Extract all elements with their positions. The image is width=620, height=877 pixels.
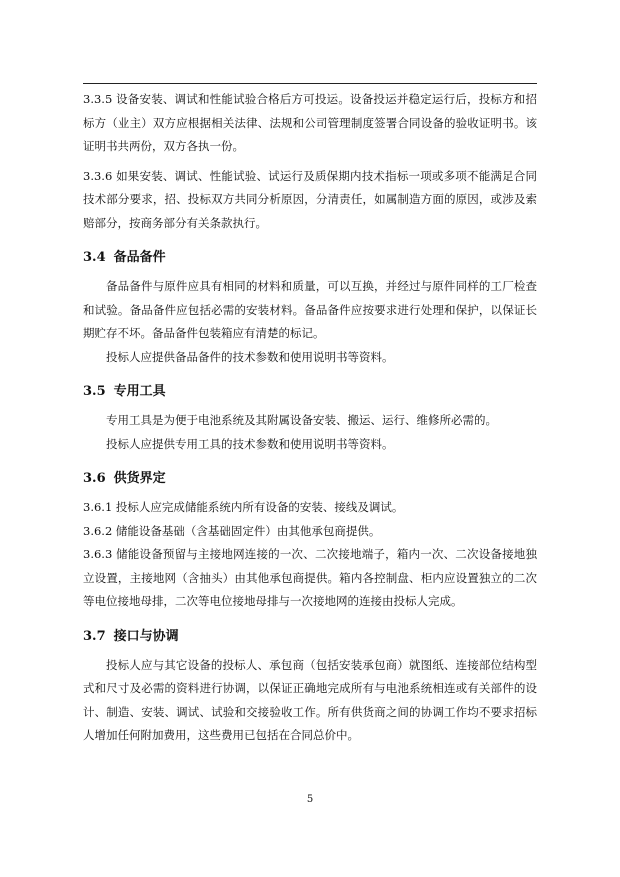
section-number: 3.7 <box>83 628 106 644</box>
section-heading-3-7 <box>83 626 537 648</box>
section-title: 接口与协调 <box>113 628 179 644</box>
section-number: 3.5 <box>83 384 106 399</box>
section-number: 3.6 <box>83 471 106 486</box>
paragraph-3-6-1: 3.6.1 投标人应完成储能系统内所有设备的安装、接线及调试。 <box>83 500 404 514</box>
section-number: 3.4 <box>83 250 106 265</box>
paragraph-3-3-5: 3.3.5 设备安装、调试和性能试验合格后方可投运。设备投运并稳定运行后，投标方和招标方（业主）双方应根据相关法律、法规和公司管理制度签署合同设备的验收证明书。该证明书共两份，双方各执一份。 <box>83 92 537 153</box>
section-title: 备品备件 <box>113 250 166 265</box>
paragraph: 专用工具是为便于电池系统及其附属设备安装、搬运、运行、维修所必需的。 <box>106 413 497 427</box>
paragraph: 备品备件与原件应具有相同的材料和质量，可以互换，并经过与原件同样的工厂检查和试验。备品备件应包括必需的安装材料。备品备件应按要求进行处理和保护，以保证长期贮存不坏。备品备件包装箱应有清楚的标记。 <box>83 279 537 340</box>
paragraph-3-6-3: 3.6.3 储能设备预留与主接地网连接的一次、二次接地端子，箱内一次、二次设备接地独立设置，主接地网（含抽头）由其他承包商提供。箱内各控制盘、柜内应设置独立的二次等电位接地母排，二次等电位接地母排与一次接地网的连接由投标人完成。 <box>83 547 537 608</box>
section-heading-3-4 <box>83 247 537 269</box>
page-number: 5 <box>306 794 314 805</box>
section-heading-3-6 <box>83 468 537 490</box>
paragraph: 投标人应提供专用工具的技术参数和使用说明书等资料。 <box>106 436 394 451</box>
section-heading-3-5 <box>83 381 537 403</box>
section-title: 供货界定 <box>113 471 166 486</box>
header-rule <box>83 83 537 84</box>
page-content <box>83 88 537 748</box>
paragraph-3-6-2: 3.6.2 储能设备基础（含基础固定件）由其他承包商提供。 <box>83 523 381 538</box>
paragraph: 投标人应与其它设备的投标人、承包商（包括安装承包商）就图纸、连接部位结构型式和尺寸及必需的资料进行协调，以保证正确地完成所有与电池系统相连或有关部件的设计、制造、安装、调试、试验和交接验收工作。所有供货商之间的协调工作均不要求招标人增加任何附加费用，这些费用已包括在合同总价中。 <box>83 657 537 742</box>
paragraph-3-3-6: 3.3.6 如果安装、调试、性能试验、试运行及质保期内技术指标一项或多项不能满足合同技术部分要求，招、投标双方共同分析原因，分清责任，如属制造方面的原因，或涉及索赔部分，按商务部分有关条款执行。 <box>83 168 537 230</box>
section-title: 专用工具 <box>113 384 166 399</box>
paragraph: 投标人应提供备品备件的技术参数和使用说明书等资料。 <box>106 349 394 364</box>
